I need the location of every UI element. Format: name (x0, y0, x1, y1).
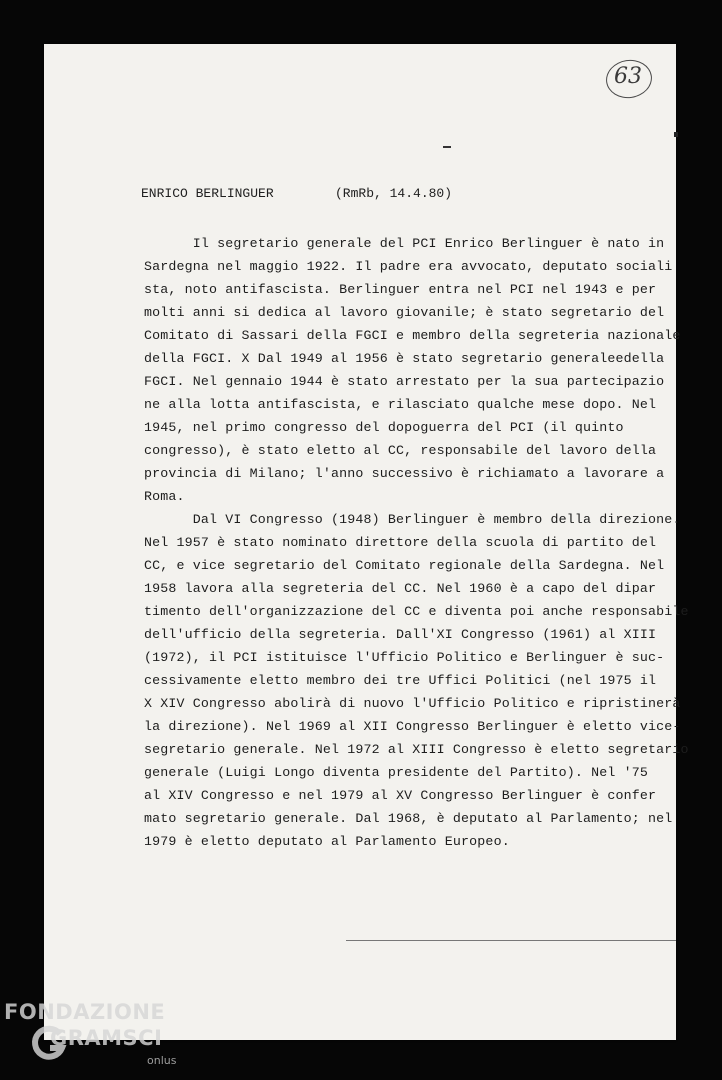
margin-mark (674, 132, 678, 137)
text-line: ne alla lotta antifascista, e rilasciato qualche mese dopo. Nel (144, 397, 657, 412)
text-line: Comitato di Sassari della FGCI e membro della segreteria nazionale (144, 328, 681, 343)
text-line: 1958 lavora alla segreteria del CC. Nel 1960 è a capo del dipar (144, 581, 657, 596)
text-line: X XIV Congresso abolirà di nuovo l'Ufficio Politico e ripristinerà (144, 696, 681, 711)
text-line: sta, noto antifascista. Berlinguer entra nel PCI nel 1943 e per (144, 282, 657, 297)
watermark-sub: onlus (147, 1054, 177, 1067)
document-reference: (RmRb, 14.4.80) (335, 186, 453, 201)
text-line: FGCI. Nel gennaio 1944 è stato arrestato per la sua partecipazio (144, 374, 665, 389)
text-line: Dal VI Congresso (1948) Berlinguer è membro della direzione. (144, 512, 681, 527)
text-line: Il segretario generale del PCI Enrico Berlinguer è nato in (144, 236, 665, 251)
text-line: molti anni si dedica al lavoro giovanile; è stato segretario del (144, 305, 665, 320)
text-line: Roma. (144, 489, 185, 504)
text-line: dell'ufficio della segreteria. Dall'XI Congresso (1961) al XIII (144, 627, 657, 642)
text-line: CC, e vice segretario del Comitato regionale della Sardegna. Nel (144, 558, 665, 573)
document-title: ENRICO BERLINGUER (141, 186, 274, 201)
text-line: congresso), è stato eletto al CC, responsabile del lavoro della (144, 443, 657, 458)
text-line: della FGCI. X Dal 1949 al 1956 è stato segretario generaleedella (144, 351, 665, 366)
text-line: generale (Luigi Longo diventa presidente del Partito). Nel '75 (144, 765, 649, 780)
text-line: segretario generale. Nel 1972 al XIII Congresso è eletto segretario (144, 742, 689, 757)
text-line: timento dell'organizzazione del CC e diventa poi anche responsabile (144, 604, 689, 619)
bottom-rule (346, 940, 676, 941)
text-line: cessivamente eletto membro dei tre Uffici Politici (nel 1975 il (144, 673, 657, 688)
page-number: 63 (614, 64, 642, 89)
watermark-line1: FONDAZIONE (4, 1000, 166, 1024)
text-line: 1945, nel primo congresso del dopoguerra del PCI (il quinto (144, 420, 624, 435)
watermark-line2: GRAMSCI (50, 1026, 163, 1050)
text-line: al XIV Congresso e nel 1979 al XV Congresso Berlinguer è confer (144, 788, 657, 803)
text-line: la direzione). Nel 1969 al XII Congresso Berlinguer è eletto vice- (144, 719, 681, 734)
text-line: 1979 è eletto deputato al Parlamento Europeo. (144, 834, 510, 849)
text-line: provincia di Milano; l'anno successivo è richiamato a lavorare a (144, 466, 665, 481)
text-line: Nel 1957 è stato nominato direttore della scuola di partito del (144, 535, 657, 550)
text-line: Sardegna nel maggio 1922. Il padre era avvocato, deputato sociali (144, 259, 673, 274)
dash-mark (443, 146, 451, 148)
text-line: (1972), il PCI istituisce l'Ufficio Politico e Berlinguer è suc- (144, 650, 665, 665)
text-line: mato segretario generale. Dal 1968, è deputato al Parlamento; nel (144, 811, 673, 826)
